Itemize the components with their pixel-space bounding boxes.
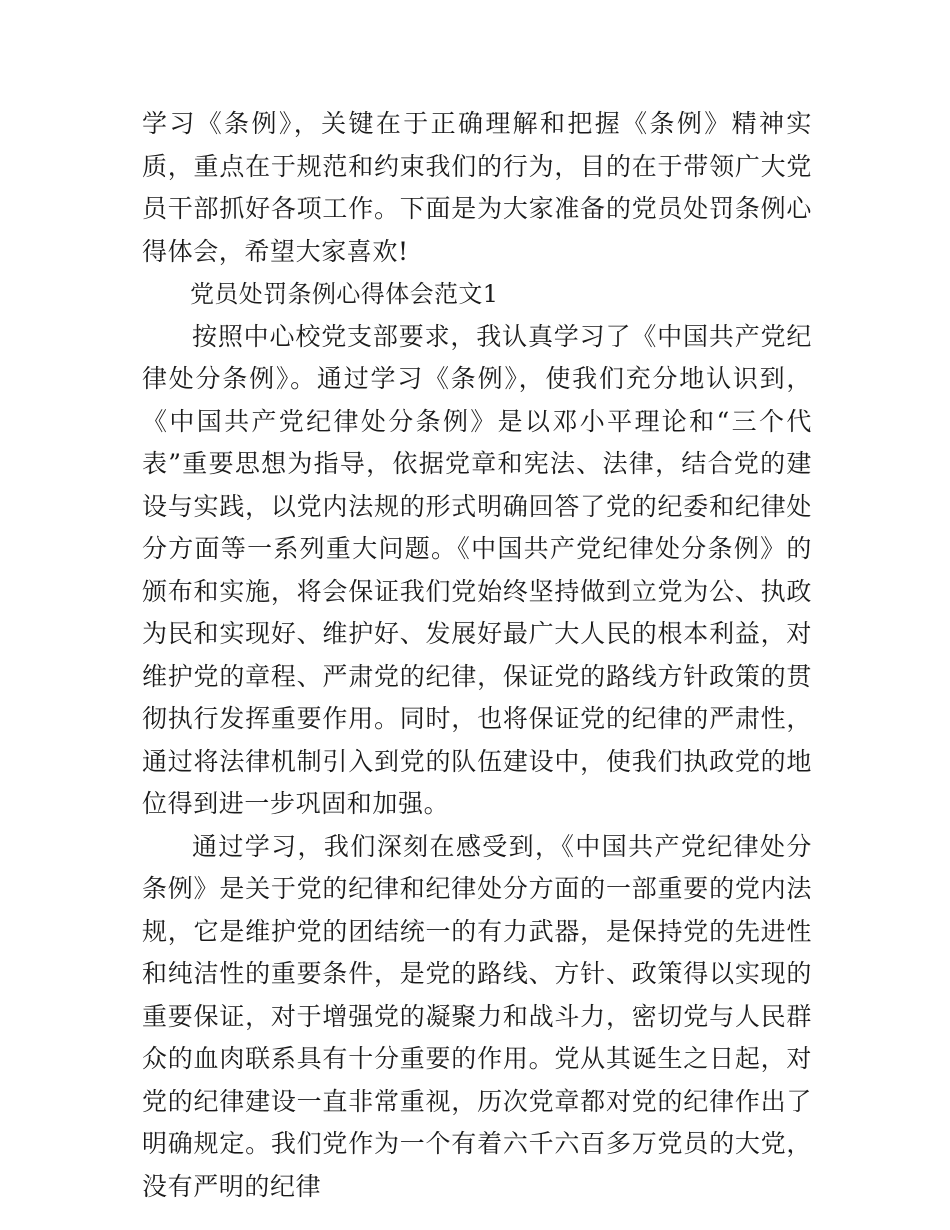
document-page	[142, 103, 812, 1208]
section-title: 党员处罚条例心得体会范文1	[190, 280, 499, 308]
body-paragraph-2: 通过学习，我们深刻在感受到，《中国共产党纪律处分条例》是关于党的纪律和纪律处分方面的一部重要的党内法规，它是维护党的团结统一的有力武器，是保持党的先进性和纯洁性的重要条件，是党的路线、方针、政策得以实现的重要保证，对于增强党的凝聚力和战斗力，密切党与人民群众的血肉联系具有十分重要的作用。党从其诞生之日起，对党的纪律建设一直非常重视，历次党章都对党的纪律作出了明确规定。我们党作为一个有着六千六百多万党员的大党，没有严明的纪律	[142, 831, 812, 1201]
body-paragraph-1: 按照中心校党支部要求，我认真学习了《中国共产党纪律处分条例》。通过学习《条例》，使我们充分地认识到，《中国共产党纪律处分条例》是以邓小平理论和“三个代表”重要思想为指导，依据党章和宪法、法律，结合党的建设与实践，以党内法规的形式明确回答了党的纪委和纪律处分方面等一系列重大问题。《中国共产党纪律处分条例》的颁布和实施，将会保证我们党始终坚持做到立党为公、执政为民和实现好、维护好、发展好最广大人民的根本利益，对维护党的章程、严肃党的纪律，保证党的路线方针政策的贯彻执行发挥重要作用。同时，也将保证党的纪律的严肃性，通过将法律机制引入到党的队伍建设中，使我们执政党的地位得到进一步巩固和加强。	[142, 321, 812, 818]
intro-paragraph: 学习《条例》，关键在于正确理解和把握《条例》精神实质，重点在于规范和约束我们的行为，目的在于带领广大党员干部抓好各项工作。下面是为大家准备的党员处罚条例心得体会，希望大家喜欢!	[142, 109, 812, 266]
